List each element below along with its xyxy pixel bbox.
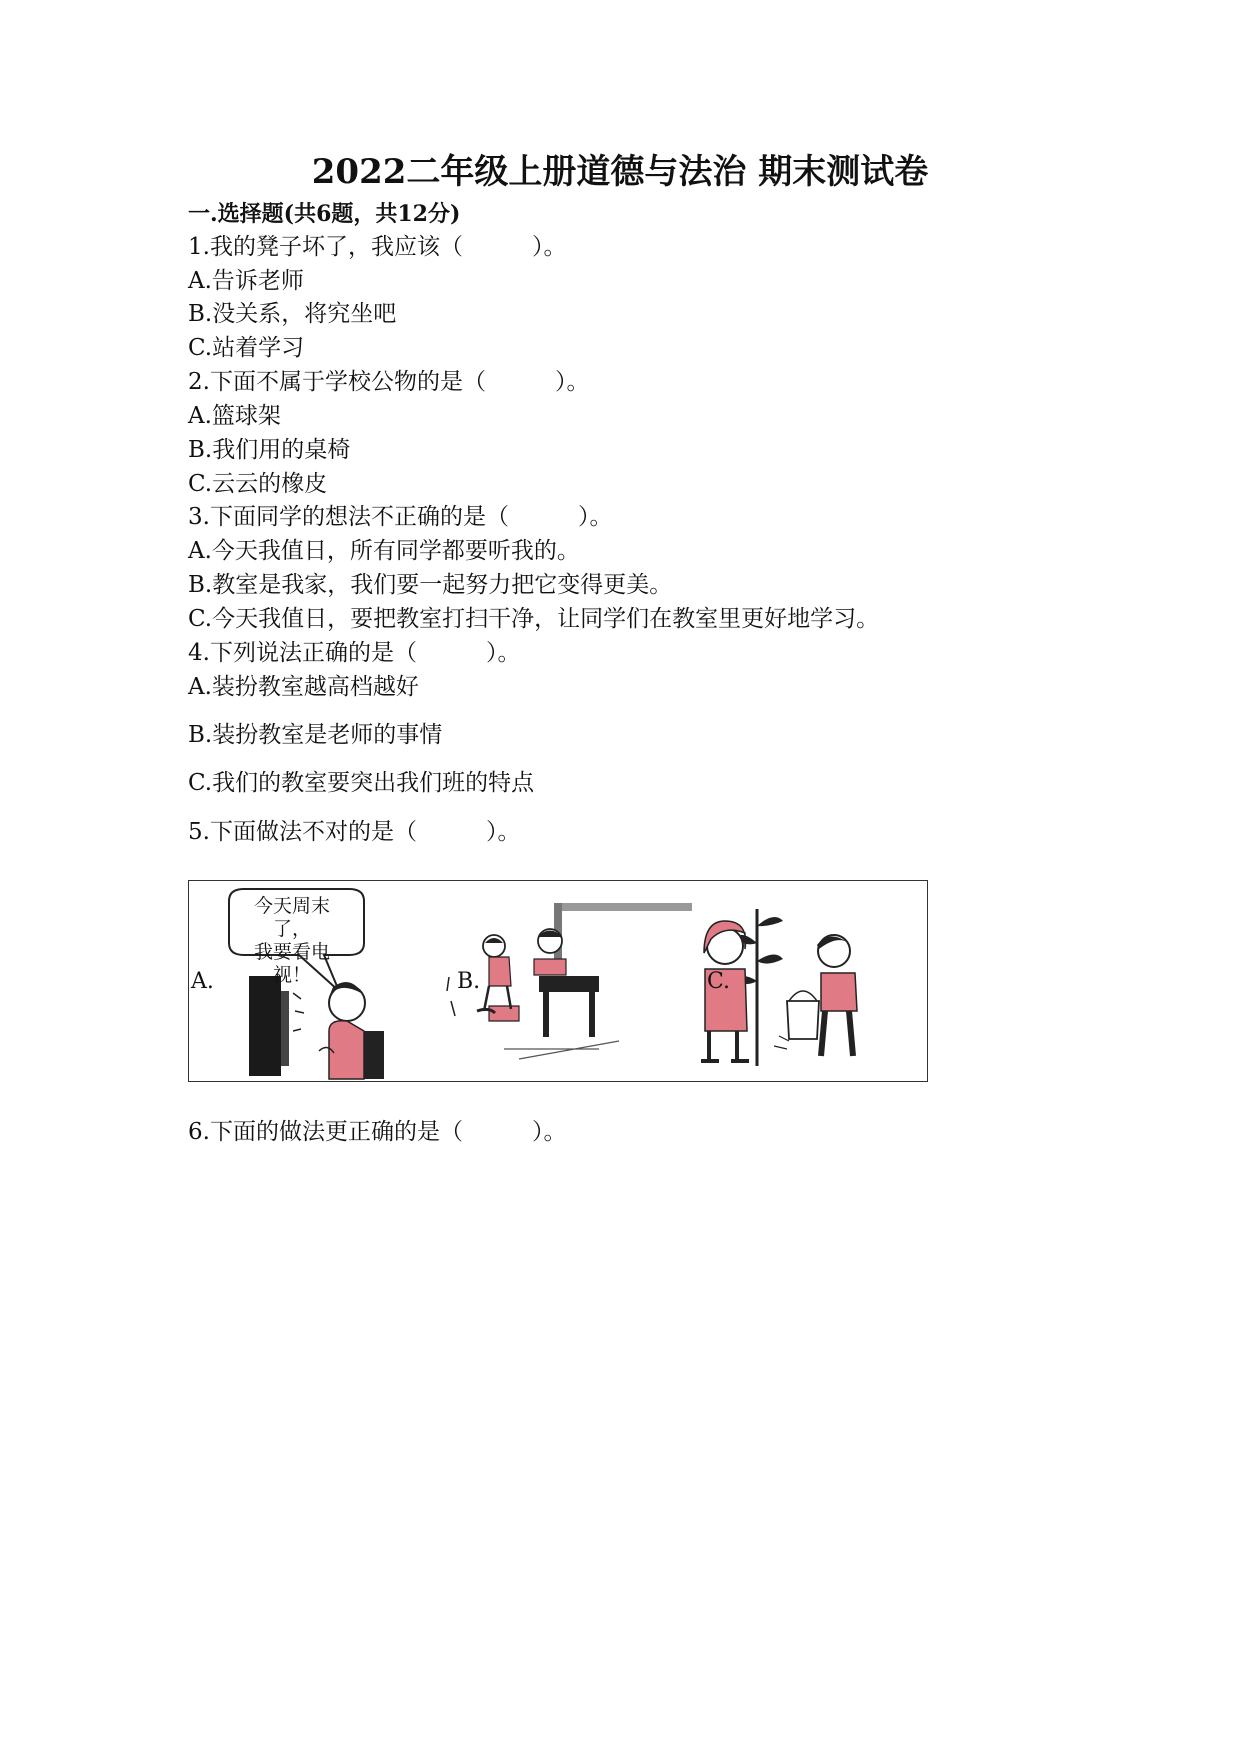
option-2b: B.我们用的桌椅 <box>188 437 351 463</box>
option-1c: C.站着学习 <box>188 335 305 361</box>
question-1: 1.我的凳子坏了，我应该（ ）。 <box>188 234 567 260</box>
page-title: 2022二年级上册道德与法治 期末测试卷 <box>311 152 929 192</box>
tv-icon <box>249 976 281 1076</box>
option-4b: B.装扮教室是老师的事情 <box>188 722 443 748</box>
question-5-figure <box>188 880 928 1082</box>
question-4: 4.下列说法正确的是（ ）。 <box>188 640 521 666</box>
option-3a: A.今天我值日，所有同学都要听我的。 <box>188 538 580 564</box>
option-3b: B.教室是我家，我们要一起努力把它变得更美。 <box>188 572 673 598</box>
option-2a: A.篮球架 <box>188 403 281 429</box>
option-1a: A.告诉老师 <box>188 268 304 294</box>
question-5: 5.下面做法不对的是（ ）。 <box>188 819 521 845</box>
option-1b: B.没关系，将究坐吧 <box>188 301 397 327</box>
desk-icon <box>539 976 599 992</box>
speech-bubble-text: 今天周末了， 我要看电视！ <box>253 895 330 986</box>
figure-label-a: A. <box>191 969 214 994</box>
option-3c: C.今天我值日，要把教室打扫干净，让同学们在教室里更好地学习。 <box>188 606 880 632</box>
option-2c: C.云云的橡皮 <box>188 471 328 497</box>
question-2: 2.下面不属于学校公物的是（ ）。 <box>188 369 590 395</box>
question-6: 6.下面的做法更正确的是（ ）。 <box>188 1119 567 1145</box>
option-4a: A.装扮教室越高档越好 <box>188 674 419 700</box>
section-heading: 一.选择题(共6题，共12分) <box>188 201 461 227</box>
question-3: 3.下面同学的想法不正确的是（ ）。 <box>188 504 613 530</box>
figure-label-b: B. <box>457 969 481 994</box>
option-4c: C.我们的教室要突出我们班的特点 <box>188 770 535 796</box>
figure-label-c: C. <box>707 969 731 994</box>
bucket-icon <box>787 1001 819 1039</box>
